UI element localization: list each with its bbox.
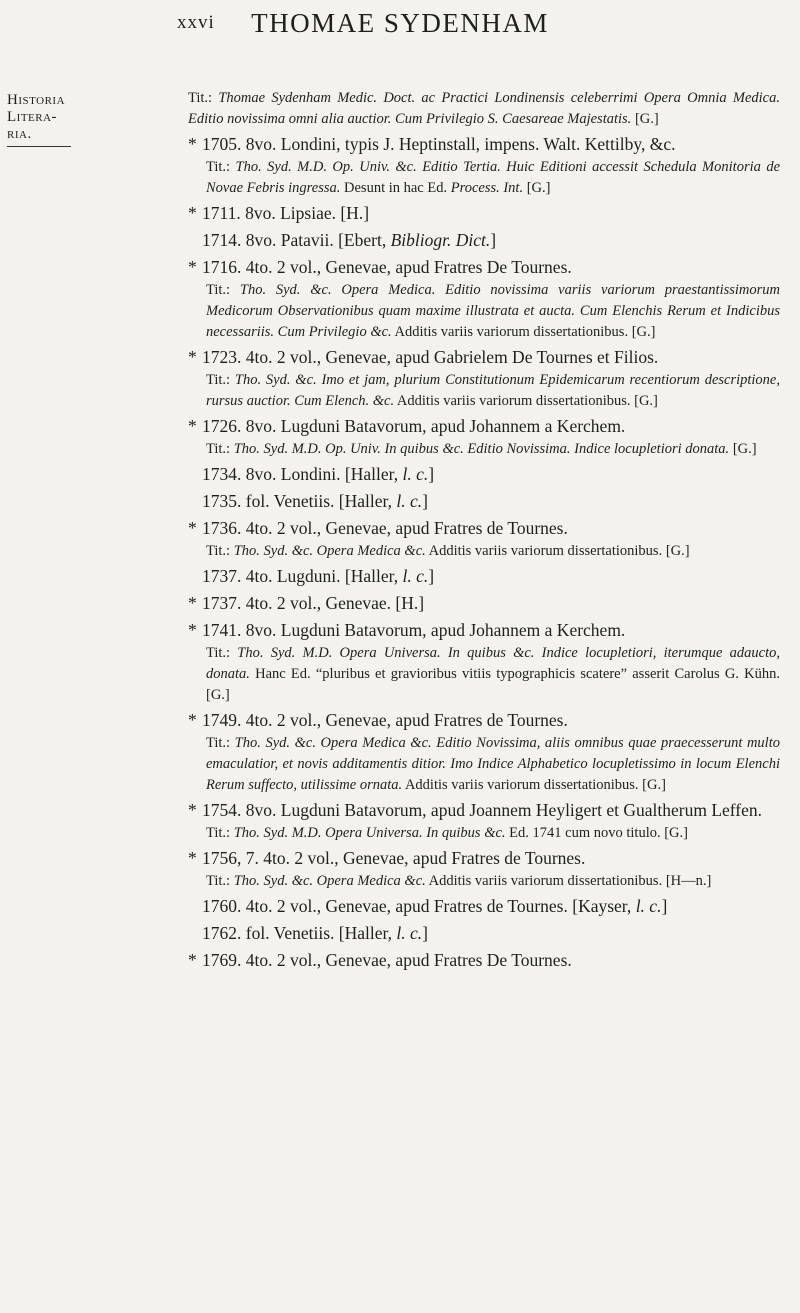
edition-heading bbox=[188, 591, 780, 616]
edition-text: 1749. 4to. 2 vol., Genevae, apud Fratres de Tournes. bbox=[202, 710, 568, 730]
bibliography-entry bbox=[188, 228, 780, 253]
text-run: Tho. Syd. &c. Opera Medica &c. bbox=[233, 873, 426, 889]
bibliography-entry bbox=[188, 255, 780, 343]
edition-heading bbox=[188, 228, 780, 253]
text-run: l. c. bbox=[635, 896, 662, 916]
bibliography-entry bbox=[188, 564, 780, 589]
edition-heading bbox=[188, 201, 780, 226]
bibliography-entry bbox=[188, 489, 780, 514]
edition-heading bbox=[188, 618, 780, 643]
sidenote-line: ria. bbox=[7, 126, 32, 142]
text-run: Tho. Syd. M.D. Opera Universa. In quibus &c. bbox=[233, 825, 506, 841]
text-run: Process. Int. bbox=[450, 180, 524, 196]
star-mark: * bbox=[188, 620, 197, 640]
bibliography-entry bbox=[188, 132, 780, 199]
title-description bbox=[188, 643, 780, 706]
page-header bbox=[0, 4, 800, 44]
text-run: 1714. 8vo. Patavii. [Ebert, bbox=[202, 230, 391, 250]
bibliography-entry bbox=[188, 462, 780, 487]
star-mark: * bbox=[188, 593, 197, 613]
text-run: ] bbox=[428, 464, 435, 484]
star-mark: * bbox=[188, 347, 197, 367]
edition-heading bbox=[188, 798, 780, 823]
text-run: Additis variis variorum dissertationibus. [H—n.] bbox=[425, 873, 712, 889]
text-run: Tit.: bbox=[188, 90, 219, 106]
edition-text: 1754. 8vo. Lugduni Batavorum, apud Joannem Heyligert et Gualtherum Leffen. bbox=[202, 800, 763, 820]
edition-text: 1716. 4to. 2 vol., Genevae, apud Fratres De Tournes. bbox=[202, 257, 572, 277]
bibliography-entry bbox=[188, 708, 780, 796]
text-run: Tit.: bbox=[206, 825, 234, 841]
text-run: Tit.: bbox=[206, 441, 234, 457]
edition-text: 1736. 4to. 2 vol., Genevae, apud Fratres de Tournes. bbox=[202, 518, 568, 538]
page-number: xxvi bbox=[177, 12, 215, 33]
edition-heading bbox=[188, 489, 780, 514]
text-run: Tit.: bbox=[206, 159, 236, 175]
sidenote-line: Historia bbox=[7, 92, 66, 108]
title-description bbox=[188, 871, 780, 892]
text-run: l. c. bbox=[402, 464, 429, 484]
text-run: Tit.: bbox=[206, 645, 238, 661]
bibliography-entry bbox=[188, 948, 780, 973]
bibliography-entry bbox=[188, 591, 780, 616]
text-run: l. c. bbox=[396, 491, 423, 511]
title-description bbox=[188, 280, 780, 343]
text-run: [G.] bbox=[729, 441, 757, 457]
star-mark: * bbox=[188, 848, 197, 868]
text-run: Tit.: bbox=[206, 543, 234, 559]
bibliography-entries bbox=[188, 88, 780, 975]
text-run: [G.] bbox=[631, 111, 659, 127]
text-run: Additis variis variorum dissertationibus. [G.] bbox=[394, 393, 658, 409]
text-run: ] bbox=[428, 566, 435, 586]
text-run: 1735. fol. Venetiis. [Haller, bbox=[202, 491, 397, 511]
star-mark: * bbox=[188, 257, 197, 277]
star-mark: * bbox=[188, 800, 197, 820]
text-run: Thomae Sydenham Medic. Doct. ac Practici Londinensis celeberrimi Opera Omnia Medica. Editio novissima omni alia auctior. Cum Privilegio S. Caesareae Majestatis. bbox=[188, 90, 780, 127]
edition-heading bbox=[188, 894, 780, 919]
text-run: ] bbox=[422, 923, 428, 943]
text-run: Additis variis variorum dissertationibus. [G.] bbox=[402, 777, 666, 793]
text-run: 1737. 4to. Lugduni. [Haller, bbox=[202, 566, 403, 586]
star-mark: * bbox=[188, 203, 197, 223]
star-mark: * bbox=[188, 950, 197, 970]
text-run: Tho. Syd. M.D. Op. Univ. In quibus &c. Editio Novissima. Indice locupletiori donata. bbox=[233, 441, 730, 457]
text-run: Bibliogr. Dict. bbox=[390, 230, 491, 250]
text-run: Hanc Ed. “pluribus et gravioribus vitiis typographicis scatere” asserit Carolus G. Kühn. [G.] bbox=[206, 666, 780, 703]
bibliography-entry bbox=[188, 88, 780, 130]
star-mark: * bbox=[188, 416, 197, 436]
edition-text: 1737. 4to. 2 vol., Genevae. [H.] bbox=[202, 593, 425, 613]
edition-text: 1726. 8vo. Lugduni Batavorum, apud Johannem a Kerchem. bbox=[202, 416, 626, 436]
edition-heading bbox=[188, 921, 780, 946]
sidenote-rule bbox=[7, 146, 71, 147]
star-mark: * bbox=[188, 710, 197, 730]
text-run: Additis variis variorum dissertationibus. [G.] bbox=[425, 543, 690, 559]
bibliography-entry bbox=[188, 618, 780, 706]
edition-heading bbox=[188, 255, 780, 280]
title-description bbox=[188, 439, 780, 460]
edition-text: 1705. 8vo. Londini, typis J. Heptinstall, impens. Walt. Kettilby, &c. bbox=[202, 134, 676, 154]
text-run: 1734. 8vo. Londini. [Haller, bbox=[202, 464, 403, 484]
text-run: Tho. Syd. &c. Opera Medica &c. bbox=[233, 543, 426, 559]
text-run: Tho. Syd. M.D. Op. Univ. &c. Editio Tertia. Huic Editioni accessit Schedula Monitoria de Novae Febris ingressa. bbox=[206, 159, 780, 196]
text-run: Tit.: bbox=[206, 735, 235, 751]
text-run: Tho. Syd. &c. Opera Medica. Editio novissima variis variorum praestantissimorum Medicorum Observationibus quam maxime illustrata et aucta. Cum Elenchis Rerum et Indicibus necessariis. Cum Privilegio &c. bbox=[206, 282, 780, 340]
edition-text: 1741. 8vo. Lugduni Batavorum, apud Johannem a Kerchem. bbox=[202, 620, 626, 640]
edition-heading bbox=[188, 948, 780, 973]
text-run: Tho. Syd. &c. Imo et jam, plurium Constitutionum Epidemicarum recentiorum descriptione, rursus auctior. Cum Elench. &c. bbox=[206, 372, 780, 409]
edition-heading bbox=[188, 132, 780, 157]
title-description bbox=[188, 823, 780, 844]
text-run: 1760. 4to. 2 vol., Genevae, apud Fratres de Tournes. [Kayser, bbox=[202, 896, 636, 916]
bibliography-entry bbox=[188, 921, 780, 946]
text-run: Additis variis variorum dissertationibus. [G.] bbox=[391, 324, 656, 340]
title-description bbox=[188, 370, 780, 412]
bibliography-entry bbox=[188, 201, 780, 226]
text-run: 1762. fol. Venetiis. [Haller, bbox=[202, 923, 397, 943]
edition-text: 1769. 4to. 2 vol., Genevae, apud Fratres De Tournes. bbox=[202, 950, 572, 970]
text-run: l. c. bbox=[396, 923, 423, 943]
text-run: Tit.: bbox=[206, 282, 240, 298]
text-run: Ed. 1741 cum novo titulo. [G.] bbox=[505, 825, 688, 841]
text-run: l. c. bbox=[402, 566, 429, 586]
text-run: ] bbox=[490, 230, 497, 250]
edition-text: 1756, 7. 4to. 2 vol., Genevae, apud Fratres de Tournes. bbox=[202, 848, 586, 868]
running-title: THOMAE SYDENHAM bbox=[251, 8, 549, 38]
star-mark: * bbox=[188, 134, 197, 154]
bibliography-entry bbox=[188, 798, 780, 844]
edition-heading bbox=[188, 414, 780, 439]
title-description bbox=[188, 157, 780, 199]
edition-heading bbox=[188, 564, 780, 589]
bibliography-entry bbox=[188, 846, 780, 892]
text-run: Tho. Syd. &c. Opera Medica &c. Editio Novissima, aliis omnibus quae praecesserunt multo emaculatior, et novis additamentis ditior. Imo Indice Alphabetico locupletissimo in locum Elenchi Rerum suffecto, utilissime ornata. bbox=[206, 735, 780, 793]
edition-text: 1711. 8vo. Lipsiae. [H.] bbox=[202, 203, 370, 223]
text-run: Desunt in hac Ed. bbox=[340, 180, 451, 196]
bibliography-entry bbox=[188, 345, 780, 412]
edition-heading bbox=[188, 708, 780, 733]
edition-heading bbox=[188, 345, 780, 370]
bibliography-entry bbox=[188, 516, 780, 562]
title-description bbox=[188, 88, 780, 130]
sidenote-line: Litera- bbox=[7, 109, 58, 125]
star-mark: * bbox=[188, 518, 197, 538]
title-description bbox=[188, 733, 780, 796]
edition-heading bbox=[188, 516, 780, 541]
edition-heading bbox=[188, 846, 780, 871]
title-description bbox=[188, 541, 780, 562]
text-run: [G.] bbox=[523, 180, 551, 196]
text-run: ] bbox=[661, 896, 668, 916]
text-run: Tit.: bbox=[206, 873, 234, 889]
edition-text: 1723. 4to. 2 vol., Genevae, apud Gabrielem De Tournes et Filios. bbox=[202, 347, 659, 367]
margin-sidenote bbox=[7, 92, 69, 147]
bibliography-entry bbox=[188, 894, 780, 919]
text-run: ] bbox=[422, 491, 428, 511]
edition-heading bbox=[188, 462, 780, 487]
text-run: Tit.: bbox=[206, 372, 235, 388]
text-run: Tho. Syd. M.D. Opera Universa. In quibus &c. Indice locupletiori, iterumque adaucto, donata. bbox=[206, 645, 780, 682]
bibliography-entry bbox=[188, 414, 780, 460]
